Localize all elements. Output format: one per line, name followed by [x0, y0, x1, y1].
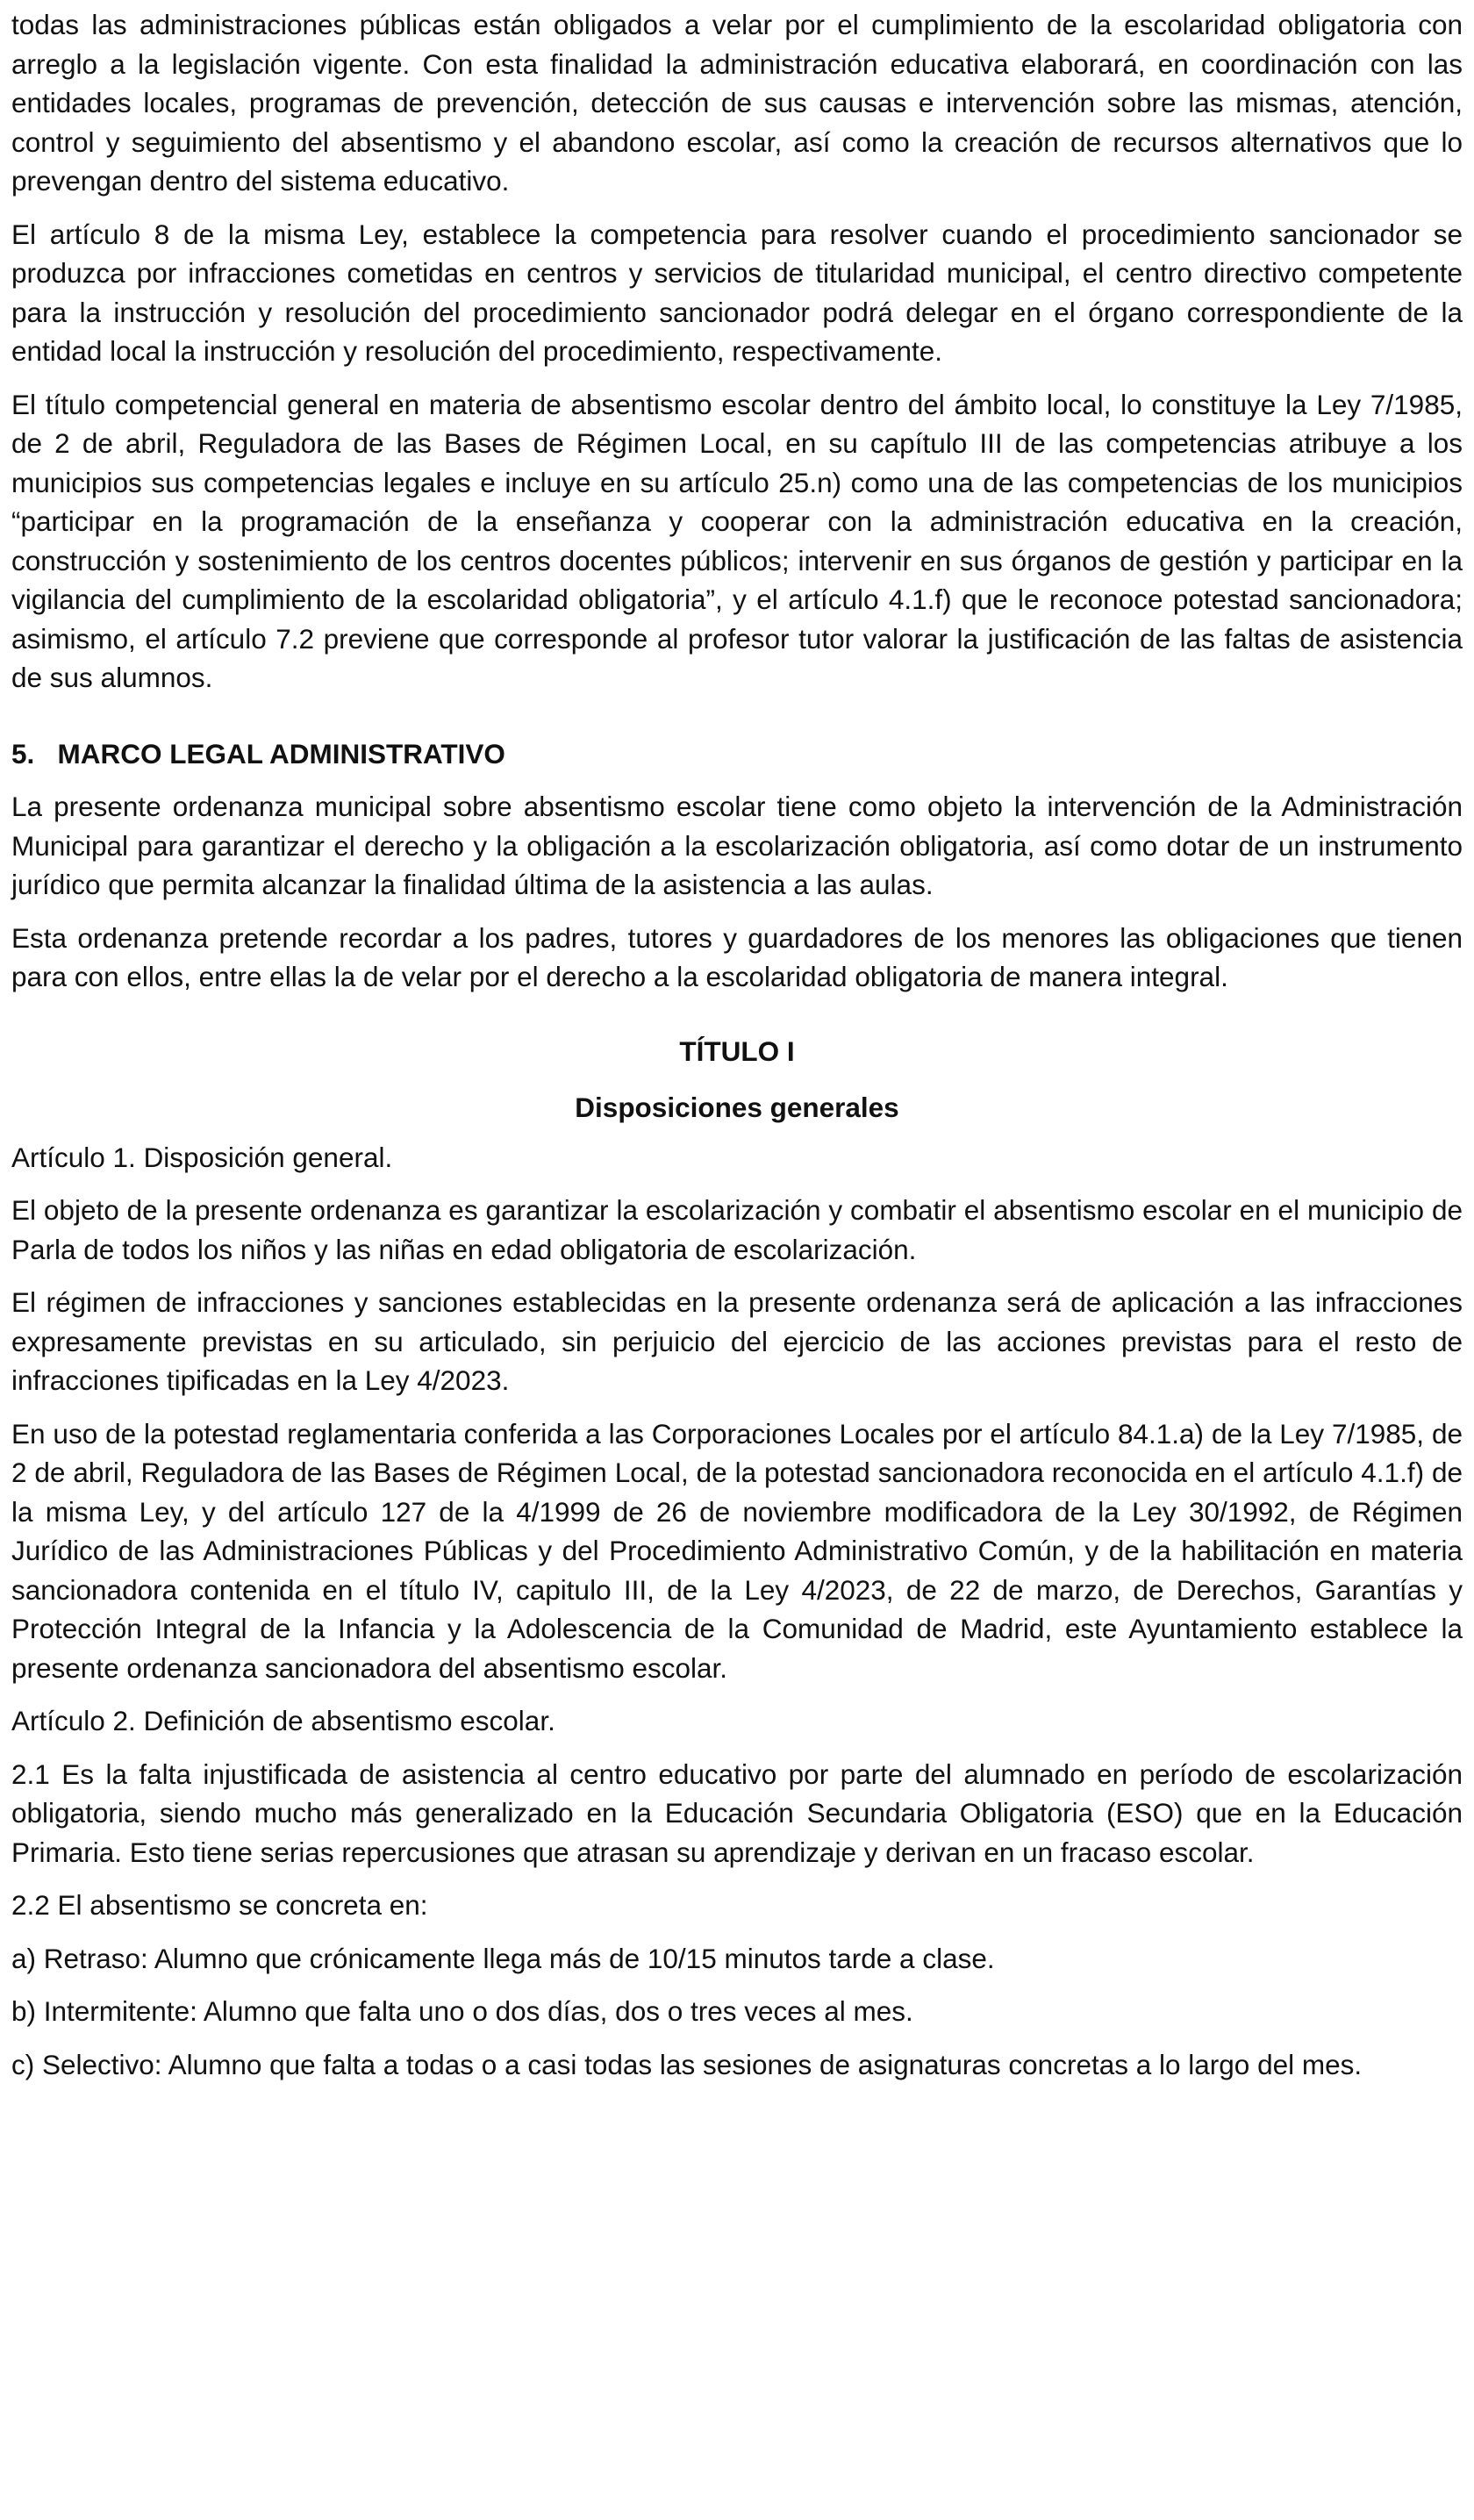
paragraph-intro-3: El título competencial general en materia de absentismo escolar dentro del ámbito local, lo constituye la Ley 7/1985, de 2 de abril, Reguladora de las Bases de Régimen Local, en su capítulo III de las competencias atribuye a los municipios sus competencias legales e incluye en su artículo 25.n) como una de las competencias de los municipios “participar en la programación de la enseñanza y cooperar con la administración educativa en la creación, construcción y sostenimiento de los centros docentes públicos; intervenir en sus órganos de gestión y participar en la vigilancia del cumplimiento de la escolaridad obligatoria”, y el artículo 4.1.f) que le reconoce potestad sancionadora; asimismo, el artículo 7.2 previene que corresponde al profesor tutor valorar la justificación de las faltas de asistencia de sus alumnos.	[11, 388, 1463, 693]
article-2-item-b: b) Intermitente: Alumno que falta uno o dos días, dos o tres veces al mes.	[11, 1995, 913, 2027]
paragraph-intro-1: todas las administraciones públicas están obligados a velar por el cumplimiento de la escolaridad obligatoria con arreglo a la legislación vigente. Con esta finalidad la administración educativa elaborará, en coordinación con las entidades locales, programas de prevención, detección de sus causas e intervención sobre las mismas, atención, control y seguimiento del absentismo y el abandono escolar, así como la creación de recursos alternativos que lo prevengan dentro del sistema educativo.	[11, 9, 1463, 197]
article-2-item-c: c) Selectivo: Alumno que falta a todas o a casi todas las sesiones de asignaturas concretas a lo largo del mes.	[11, 2048, 1363, 2080]
article-1-paragraph-3: En uso de la potestad reglamentaria conferida a las Corporaciones Locales por el artículo 84.1.a) de la Ley 7/1985, de 2 de abril, Reguladora de las Bases de Régimen Local, de la potestad sancionadora reconocida en el artículo 4.1.f) de la misma Ley, y del artículo 127 de la 4/1999 de 26 de noviembre modificadora de la Ley 30/1992, de Régimen Jurídico de las Administraciones Públicas y del Procedimiento Administrativo Común, y de la habilitación en materia sancionadora contenida en el título IV, capitulo III, de la Ley 4/2023, de 22 de marzo, de Derechos, Garantías y Protección Integral de la Infancia y la Adolescencia de la Comunidad de Madrid, este Ayuntamiento establece la presente ordenanza sancionadora del absentismo escolar.	[11, 1417, 1463, 1684]
article-2-heading: Artículo 2. Definición de absentismo escolar.	[11, 1705, 555, 1736]
section-5-paragraph-1: La presente ordenanza municipal sobre absentismo escolar tiene como objeto la intervención de la Administración Municipal para garantizar el derecho y la obligación a la escolarización obligatoria, así como dotar de un instrumento jurídico que permita alcanzar la finalidad última de la asistencia a las aulas.	[11, 791, 1463, 900]
article-2-paragraph-1: 2.1 Es la falta injustificada de asistencia al centro educativo por parte del alumnado en período de escolarización obligatoria, siendo mucho más generalizado en la Educación Secundaria Obligatoria (ESO) que en la Educación Primaria. Esto tiene serias repercusiones que atrasan su aprendizaje y derivan en un fracaso escolar.	[11, 1758, 1463, 1868]
article-2-paragraph-2: 2.2 El absentismo se concreta en:	[11, 1889, 428, 1921]
section-5-paragraph-2: Esta ordenanza pretende recordar a los padres, tutores y guardadores de los menores las obligaciones que tienen para con ellos, entre ellas la de velar por el derecho a la escolaridad obligatoria de manera integral.	[11, 921, 1463, 992]
article-2-item-a: a) Retraso: Alumno que crónicamente llega más de 10/15 minutos tarde a clase.	[11, 1942, 995, 1974]
document-page	[11, 5, 1463, 2098]
section-5-heading: 5. MARCO LEGAL ADMINISTRATIVO	[11, 737, 505, 770]
title-heading: TÍTULO I	[679, 1034, 795, 1067]
article-1-paragraph-1: El objeto de la presente ordenanza es garantizar la escolarización y combatir el absentismo escolar en el municipio de Parla de todos los niños y las niñas en edad obligatoria de escolarización.	[11, 1194, 1463, 1265]
title-subheading: Disposiciones generales	[575, 1092, 899, 1123]
title-block	[11, 1032, 1463, 1128]
article-1-heading: Artículo 1. Disposición general.	[11, 1141, 393, 1173]
article-1-paragraph-2: El régimen de infracciones y sanciones establecidas en la presente ordenanza será de aplicación a las infracciones expresamente previstas en su articulado, sin perjuicio del ejercicio de las acciones previstas para el resto de infracciones tipificadas en la Ley 4/2023.	[11, 1286, 1463, 1396]
paragraph-intro-2: El artículo 8 de la misma Ley, establece la competencia para resolver cuando el procedimiento sancionador se produzca por infracciones cometidas en centros y servicios de titularidad municipal, el centro directivo competente para la instrucción y resolución del procedimiento sancionador podrá delegar en el órgano correspondiente de la entidad local la instrucción y resolución del procedimiento, respectivamente.	[11, 218, 1463, 367]
